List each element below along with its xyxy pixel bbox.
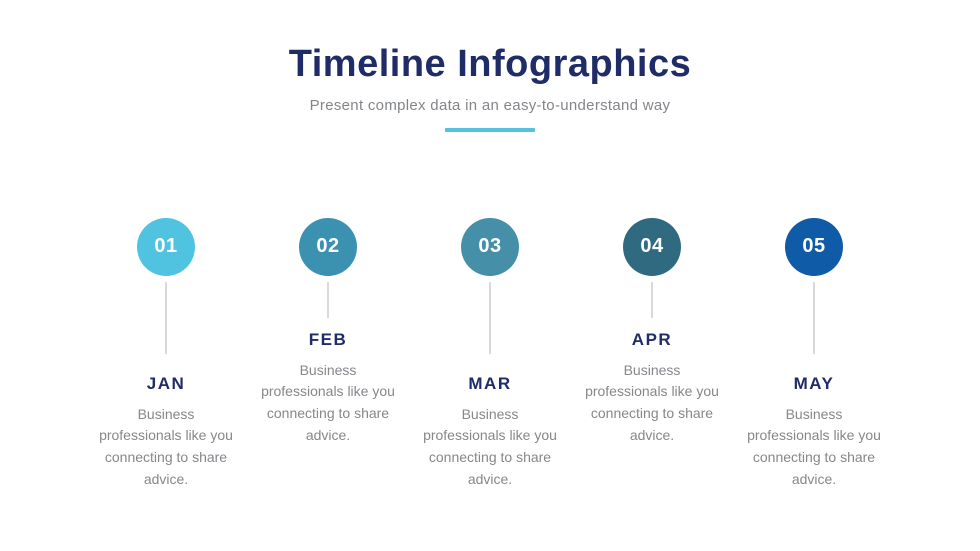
connector-line: [165, 282, 167, 354]
timeline-item-may: [733, 218, 895, 491]
milestone-circle-01: [137, 218, 195, 276]
timeline-item-apr: [571, 218, 733, 491]
milestone-number: 04: [640, 235, 664, 258]
milestone-month: FEB: [308, 329, 348, 349]
timeline-item-mar: [409, 218, 571, 491]
milestone-circle-03: [461, 218, 519, 276]
timeline-item-jan: [85, 218, 247, 491]
milestone-number: 02: [316, 235, 340, 258]
milestone-description: Business professionals like you connecting to share advice.: [261, 361, 395, 443]
milestone-text: [420, 374, 560, 491]
milestone-number: 01: [154, 235, 178, 258]
milestone-circle-05: [785, 218, 843, 276]
accent-underline: [445, 128, 535, 132]
connector-line: [489, 282, 491, 354]
milestone-month: MAY: [793, 373, 835, 393]
milestone-month: MAR: [468, 373, 512, 393]
page-title: Timeline Infographics: [288, 43, 692, 85]
milestone-description: Business professionals like you connecting to share advice.: [423, 405, 557, 487]
milestone-circle-04: [623, 218, 681, 276]
connector-line: [813, 282, 815, 354]
milestone-text: [96, 374, 236, 491]
milestone-text: [744, 374, 884, 491]
milestone-description: Business professionals like you connecting to share advice.: [747, 405, 881, 487]
timeline: [85, 218, 895, 491]
milestone-month: APR: [631, 329, 673, 349]
milestone-text: [582, 330, 722, 447]
milestone-number: 05: [802, 235, 826, 258]
page-subtitle: Present complex data in an easy-to-understand way: [309, 96, 671, 114]
milestone-month: JAN: [146, 373, 186, 393]
milestone-circle-02: [299, 218, 357, 276]
timeline-item-feb: [247, 218, 409, 491]
connector-line: [651, 282, 653, 318]
connector-line: [327, 282, 329, 318]
milestone-text: [258, 330, 398, 447]
milestone-description: Business professionals like you connecting to share advice.: [99, 405, 233, 487]
milestone-description: Business professionals like you connecting to share advice.: [585, 361, 719, 443]
milestone-number: 03: [478, 235, 502, 258]
header: [0, 0, 980, 132]
